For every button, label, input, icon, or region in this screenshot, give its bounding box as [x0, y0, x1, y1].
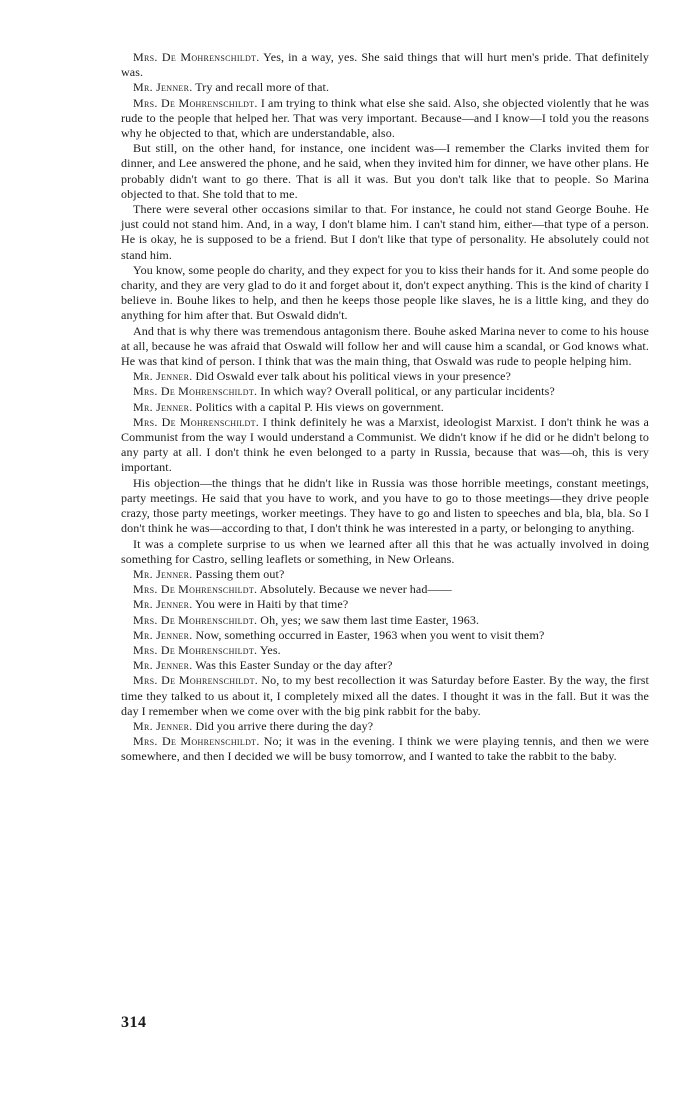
paragraph-text: Yes.: [259, 642, 281, 657]
transcript-body: [121, 50, 649, 765]
paragraph-text: It was a complete surprise to us when we learned after all this that he was actually involved in doing something for Castro, selling leaflets or something, in New Orleans.: [121, 536, 649, 566]
transcript-paragraph: [121, 673, 649, 719]
speaker-name: Mr. Jenner.: [133, 658, 193, 673]
transcript-paragraph: [121, 597, 649, 612]
transcript-paragraph: [121, 567, 649, 582]
paragraph-text: Try and recall more of that.: [195, 80, 330, 95]
transcript-paragraph: [121, 658, 649, 673]
speaker-name: Mrs. De Mohrenschildt.: [133, 414, 260, 429]
transcript-paragraph: [121, 400, 649, 415]
paragraph-text: I am trying to think what else she said. Also, she objected violently that he was rude to the people that helped her. That was very important. Because—and I know—I told you the reasons why he objected to that, which are understandable, also.: [121, 95, 649, 141]
paragraph-text: His objection—the things that he didn't like in Russia was those horrible meetings, constant meetings, party meetings. He said that you have to work, and you have to go to those meetings—they drive people crazy, those party meetings, worker meetings. They have to go and listen to speeches and bla, bla, bla. So I don't think he was—according to that, I don't think he was interested in a party, or belonging to anything.: [121, 475, 649, 536]
speaker-name: Mrs. De Mohrenschildt.: [133, 582, 258, 597]
transcript-paragraph: [121, 263, 649, 324]
speaker-name: Mrs. De Mohrenschildt.: [133, 50, 260, 64]
transcript-paragraph: [121, 141, 649, 202]
paragraph-text: But still, on the other hand, for instance, one incident was—I remember the Clarks invited them for dinner, and Lee answered the phone, and he said, when they invited him for dinner, we have other plans. He probably didn't want to go there. That is all it was. But you don't talk like that to people. So Marina objected to that. She told that to me.: [121, 141, 649, 201]
paragraph-text: No; it was in the evening. I think we were playing tennis, and then we were somewhere, and then I decided we will be busy tomorrow, and I wanted to take the rabbit to the baby.: [121, 734, 650, 764]
speaker-name: Mr. Jenner.: [133, 399, 193, 414]
speaker-name: Mrs. De Mohrenschildt.: [133, 95, 258, 110]
speaker-name: Mrs. De Mohrenschildt.: [133, 642, 258, 657]
speaker-name: Mr. Jenner.: [133, 597, 193, 612]
speaker-name: Mr. Jenner.: [133, 80, 193, 95]
paragraph-text: No, to my best recollection it was Saturday before Easter. By the way, the first time they talked to us about it, I completely mixed all the dates. I thought it was in the fall. But it was the day I remember when we come over with the big pink rabbit for the baby.: [121, 673, 649, 718]
transcript-paragraph: [121, 476, 649, 537]
paragraph-text: Now, something occurred in Easter, 1963 when you went to visit them?: [195, 627, 545, 642]
transcript-paragraph: [121, 613, 649, 628]
paragraph-text: And that is why there was tremendous antagonism there. Bouhe asked Marina never to come to his house at all, because he was afraid that Oswald will follow her and will cause him a scandal, or God knows what. He was that kind of person. I think that was the main thing, that Oswald was rude to people helping him.: [121, 323, 649, 369]
speaker-name: Mr. Jenner.: [133, 718, 193, 733]
paragraph-text: Absolutely. Because we never had——: [259, 582, 452, 597]
speaker-name: Mr. Jenner.: [133, 566, 193, 581]
paragraph-text: You know, some people do charity, and they expect for you to kiss their hands for it. And some people do charity, and they are very glad to do it and forget about it, don't expect anything. This is the kind of charity I believe in. Bouhe likes to help, and then he keeps those people like slaves, he is a little king, and they do anything for him after that. But Oswald didn't.: [121, 262, 649, 323]
speaker-name: Mrs. De Mohrenschildt.: [133, 673, 259, 688]
page-number: 314: [121, 1014, 147, 1031]
transcript-paragraph: [121, 384, 649, 399]
speaker-name: Mr. Jenner.: [133, 369, 193, 384]
paragraph-text: Politics with a capital P. His views on government.: [195, 399, 444, 414]
paragraph-text: Yes, in a way, yes. She said things that will hurt men's pride. That definitely was.: [121, 50, 650, 80]
transcript-paragraph: [121, 415, 649, 476]
speaker-name: Mrs. De Mohrenschildt.: [133, 734, 260, 749]
paragraph-text: Oh, yes; we saw them last time Easter, 1963.: [260, 612, 480, 627]
transcript-paragraph: [121, 719, 649, 734]
paragraph-text: Was this Easter Sunday or the day after?: [195, 658, 393, 673]
paragraph-text: There were several other occasions similar to that. For instance, he could not stand George Bouhe. He just could not stand him. And, in a way, I don't blame him. I can't stand him, either—that type of a person. He is okay, he is supposed to be a friend. But I don't like that type of personality. He absolutely could not stand him.: [121, 202, 649, 262]
speaker-name: Mr. Jenner.: [133, 627, 193, 642]
transcript-paragraph: [121, 628, 649, 643]
transcript-paragraph: [121, 96, 649, 142]
transcript-paragraph: [121, 643, 649, 658]
paragraph-text: You were in Haiti by that time?: [195, 597, 349, 612]
transcript-paragraph: [121, 537, 649, 567]
transcript-paragraph: [121, 582, 649, 597]
transcript-paragraph: [121, 50, 649, 80]
paragraph-text: Did you arrive there during the day?: [195, 718, 374, 733]
transcript-paragraph: [121, 80, 649, 95]
paragraph-text: I think definitely he was a Marxist, ideologist Marxist. I don't think he was a Communist from the way I would understand a Communist. We didn't know if he did or he didn't belong to any party at all. I don't think he even belonged to a party in Russia, because that was—oh, this is very important.: [121, 414, 649, 475]
speaker-name: Mrs. De Mohrenschildt.: [133, 384, 258, 399]
speaker-name: Mrs. De Mohrenschildt.: [133, 612, 258, 627]
transcript-paragraph: [121, 324, 649, 370]
paragraph-text: Passing them out?: [195, 566, 285, 581]
transcript-paragraph: [121, 734, 649, 764]
paragraph-text: In which way? Overall political, or any particular incidents?: [260, 384, 555, 399]
paragraph-text: Did Oswald ever talk about his political views in your presence?: [195, 369, 511, 384]
transcript-paragraph: [121, 202, 649, 263]
transcript-paragraph: [121, 369, 649, 384]
